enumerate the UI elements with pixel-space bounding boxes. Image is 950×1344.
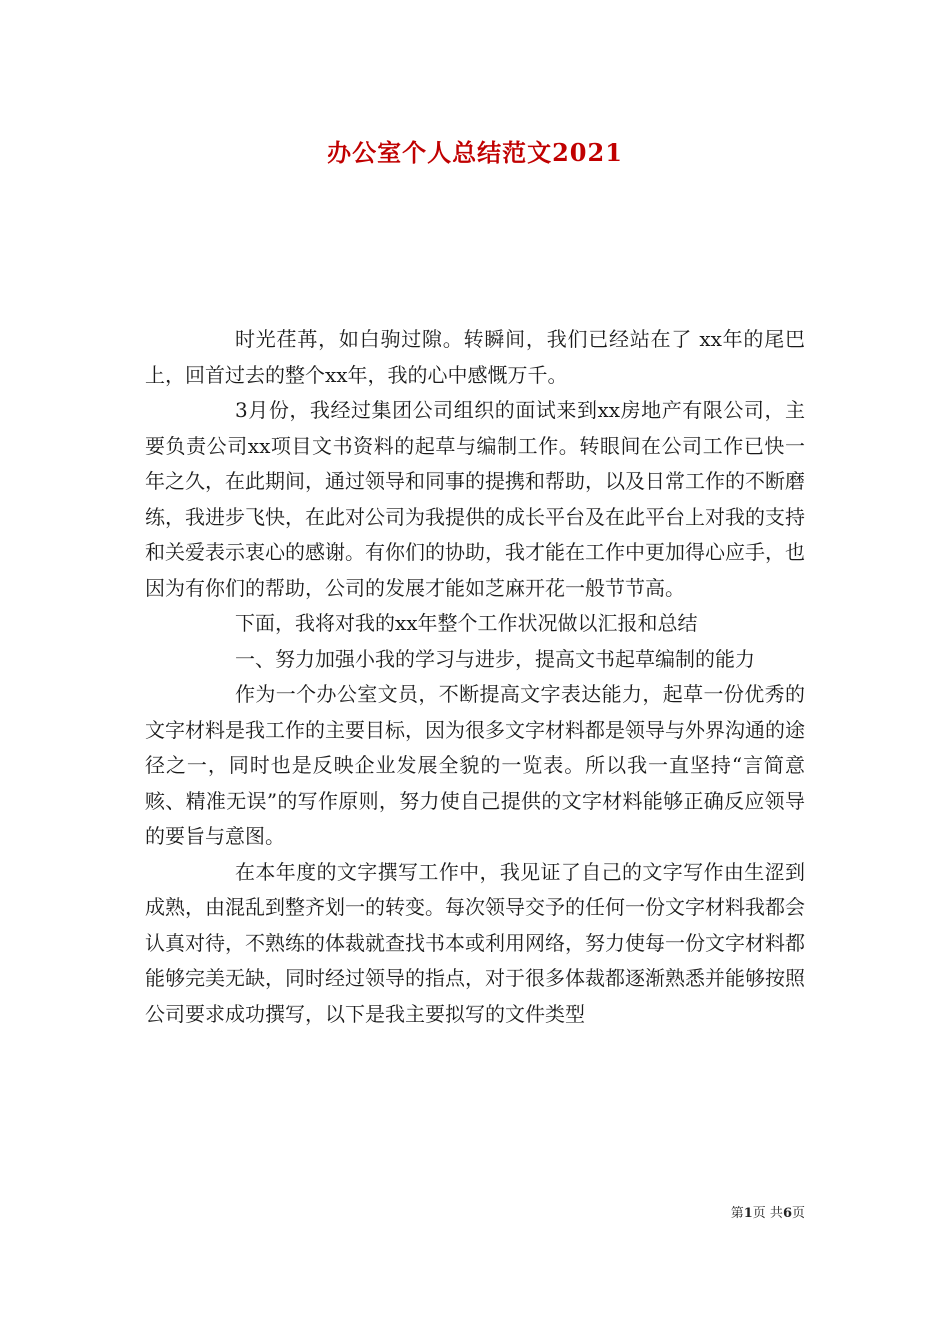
footer-middle: 页 共 — [752, 1206, 783, 1221]
document-body — [145, 322, 805, 1032]
footer-current-page: 1 — [743, 1206, 753, 1221]
paragraph-summary-lead: 下面，我将对我的xx年整个工作状况做以汇报和总结 — [235, 611, 698, 635]
paragraph-clerk-role: 作为一个办公室文员，不断提高文字表达能力，起草一份优秀的文字材料是我工作的主要目标，因为很多文字材料都是领导与外界沟通的途径之一，同时也是反映企业发展全貌的一览表。所以我一直坚持“言简意赅、精准无误”的写作原则，努力使自己提供的文字材料能够正确反应领导的要旨与意图。 — [145, 682, 805, 848]
section-heading-1: 一、努力加强小我的学习与进步，提高文书起草编制的能力 — [235, 646, 755, 671]
footer-total-pages: 6 — [782, 1206, 792, 1221]
paragraph-intro: 时光荏苒，如白驹过隙。转瞬间，我们已经站在了 xx年的尾巴上，回首过去的整个xx年，我的心中感慨万千。 — [145, 327, 805, 387]
page-footer — [731, 1202, 805, 1221]
footer-suffix: 页 — [791, 1206, 805, 1221]
document-title: 办公室个人总结范文2021 — [327, 138, 623, 167]
paragraph-writing-growth: 在本年度的文字撰写工作中，我见证了自己的文字写作由生涩到成熟，由混乱到整齐划一的转变。每次领导交予的任何一份文字材料我都会认真对待，不熟练的体裁就查找书本或利用网络，努力使每一份文字材料都能够完美无缺，同时经过领导的指点，对于很多体裁都逐渐熟悉并能够按照公司要求成功撰写，以下是我主要拟写的文件类型 — [145, 859, 805, 1026]
footer-prefix: 第 — [730, 1206, 744, 1221]
paragraph-march: 3月份，我经过集团公司组织的面试来到xx房地产有限公司，主要负责公司xx项目文书资料的起草与编制工作。转眼间在公司工作已快一年之久，在此期间，通过领导和同事的提携和帮助，以及日常工作的不断磨练，我进步飞快，在此对公司为我提供的成长平台及在此平台上对我的支持和关爱表示衷心的感谢。有你们的协助，我才能在工作中更加得心应手，也因为有你们的帮助，公司的发展才能如芝麻开花一般节节高。 — [145, 398, 805, 600]
